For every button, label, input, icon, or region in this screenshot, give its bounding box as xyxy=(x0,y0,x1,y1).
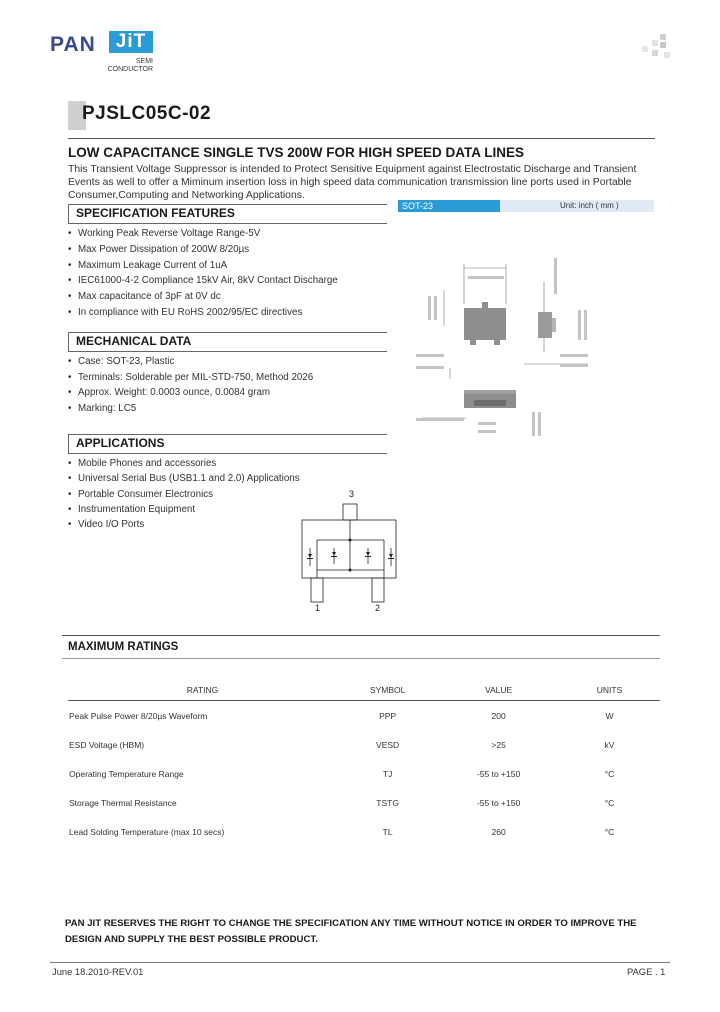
application-item: • Universal Serial Bus (USB1.1 and 2.0) Applications xyxy=(68,471,388,486)
spec-item: • Max Power Dissipation of 200W 8/20µs xyxy=(68,242,388,258)
units-cell: kV xyxy=(604,739,615,750)
application-item: • Mobile Phones and accessories xyxy=(68,456,388,471)
mechanical-item: • Marking: LC5 xyxy=(68,401,388,417)
symbol-cell: PPP xyxy=(379,710,397,721)
pin-1-label: 1 xyxy=(315,603,321,613)
mechanical-item: • Case: SOT-23, Plastic xyxy=(68,354,388,370)
table-row xyxy=(68,730,660,759)
brand-logo-text: PAN xyxy=(50,33,96,56)
column-header: UNITS xyxy=(559,680,660,701)
application-item: • Video I/O Ports xyxy=(68,517,388,532)
units-cell: °C xyxy=(604,797,615,808)
value-cell: 200 xyxy=(491,710,506,721)
mechanical-item: • Approx. Weight: 0.0003 ounce, 0.0084 gram xyxy=(68,385,388,401)
rating-cell: Storage Thermal Resistance xyxy=(69,797,177,808)
value-cell: -55 to +150 xyxy=(476,797,521,808)
symbol-cell: TJ xyxy=(382,768,393,779)
part-number: PJSLC05C-02 xyxy=(82,103,212,124)
mechanical-list xyxy=(68,354,388,416)
spec-item: • IEC61000-4-2 Compliance 15kV Air, 8kV Contact Discharge xyxy=(68,273,388,289)
page-title: LOW CAPACITANCE SINGLE TVS 200W FOR HIGH SPEED DATA LINES xyxy=(68,145,525,160)
mechanical-item: • Terminals: Solderable per MIL-STD-750, Method 2026 xyxy=(68,370,388,386)
units-cell: °C xyxy=(604,768,615,779)
footer-rule xyxy=(50,962,670,963)
column-header: VALUE xyxy=(438,680,559,701)
spec-item: • Max capacitance of 3pF at 0V dc xyxy=(68,289,388,305)
column-header: SYMBOL xyxy=(337,680,438,701)
application-item: • Portable Consumer Electronics xyxy=(68,487,388,502)
spec-item: • Maximum Leakage Current of 1uA xyxy=(68,258,388,274)
package-unit: Unit: inch ( mm ) xyxy=(560,201,619,210)
application-item: • Instrumentation Equipment xyxy=(68,502,388,517)
spec-item: • In compliance with EU RoHS 2002/95/EC directives xyxy=(68,305,388,321)
disclaimer-note: PAN JIT RESERVES THE RIGHT TO CHANGE THE SPECIFICATION ANY TIME WITHOUT NOTICE IN ORDER TO IMPROVE THE DESIGN AND SUPPLY THE BEST POSSIBLE PRODUCT. xyxy=(65,918,637,945)
brand-logo-subtitle xyxy=(107,58,153,74)
brand-sub-line1: SEMI xyxy=(135,58,153,65)
symbol-cell: TSTG xyxy=(376,797,399,808)
applications-heading: APPLICATIONS xyxy=(76,436,165,450)
revision-date: June 18.2010-REV.01 xyxy=(52,966,144,977)
page-number: PAGE . 1 xyxy=(627,966,666,977)
spec-item: • Working Peak Reverse Voltage Range-5V xyxy=(68,226,388,242)
header-divider xyxy=(68,138,655,139)
corner-dots-icon xyxy=(636,32,672,62)
symbol-cell: TL xyxy=(382,826,393,837)
value-cell: 260 xyxy=(491,826,506,837)
units-cell: °C xyxy=(604,826,615,837)
description: This Transient Voltage Suppressor is intended to Protect Sensitive Equipment against Electrostatic Discharge and Transient Events as well to offer a Miminum insertion loss in high speed data communication transmission line ports used in Portable Consumer,Computing and Networking Applications. xyxy=(68,164,637,201)
rating-cell: ESD Voltage (HBM) xyxy=(69,739,145,750)
package-outline-drawing xyxy=(398,214,658,444)
ratings-top-rule xyxy=(62,635,660,636)
spec-heading: SPECIFICATION FEATURES xyxy=(76,206,235,220)
ratings-table xyxy=(68,680,660,846)
pin-2-label: 2 xyxy=(375,603,381,613)
ratings-heading-rule xyxy=(62,658,660,659)
pin-3-label: 3 xyxy=(349,489,355,499)
symbol-cell: VESD xyxy=(376,739,400,750)
table-header-row xyxy=(68,680,660,701)
rating-cell: Peak Pulse Power 8/20µs Waveform xyxy=(69,710,208,721)
rating-cell: Lead Solding Temperature (max 10 secs) xyxy=(69,826,225,837)
ratings-heading: MAXIMUM RATINGS xyxy=(68,641,179,653)
rating-cell: Operating Temperature Range xyxy=(69,768,184,779)
units-cell: W xyxy=(605,710,614,721)
table-row xyxy=(68,759,660,788)
table-row xyxy=(68,701,660,731)
spec-list xyxy=(68,226,388,321)
column-header: RATING xyxy=(68,680,337,701)
mechanical-heading: MECHANICAL DATA xyxy=(76,334,192,348)
package-name: SOT-23 xyxy=(402,201,434,211)
table-row xyxy=(68,817,660,846)
table-row xyxy=(68,788,660,817)
circuit-schematic xyxy=(298,486,408,616)
brand-sub-line2: CONDUCTOR xyxy=(107,66,153,73)
value-cell: >25 xyxy=(491,739,506,750)
value-cell: -55 to +150 xyxy=(476,768,521,779)
brand-logo-badge: JiT xyxy=(109,31,153,53)
